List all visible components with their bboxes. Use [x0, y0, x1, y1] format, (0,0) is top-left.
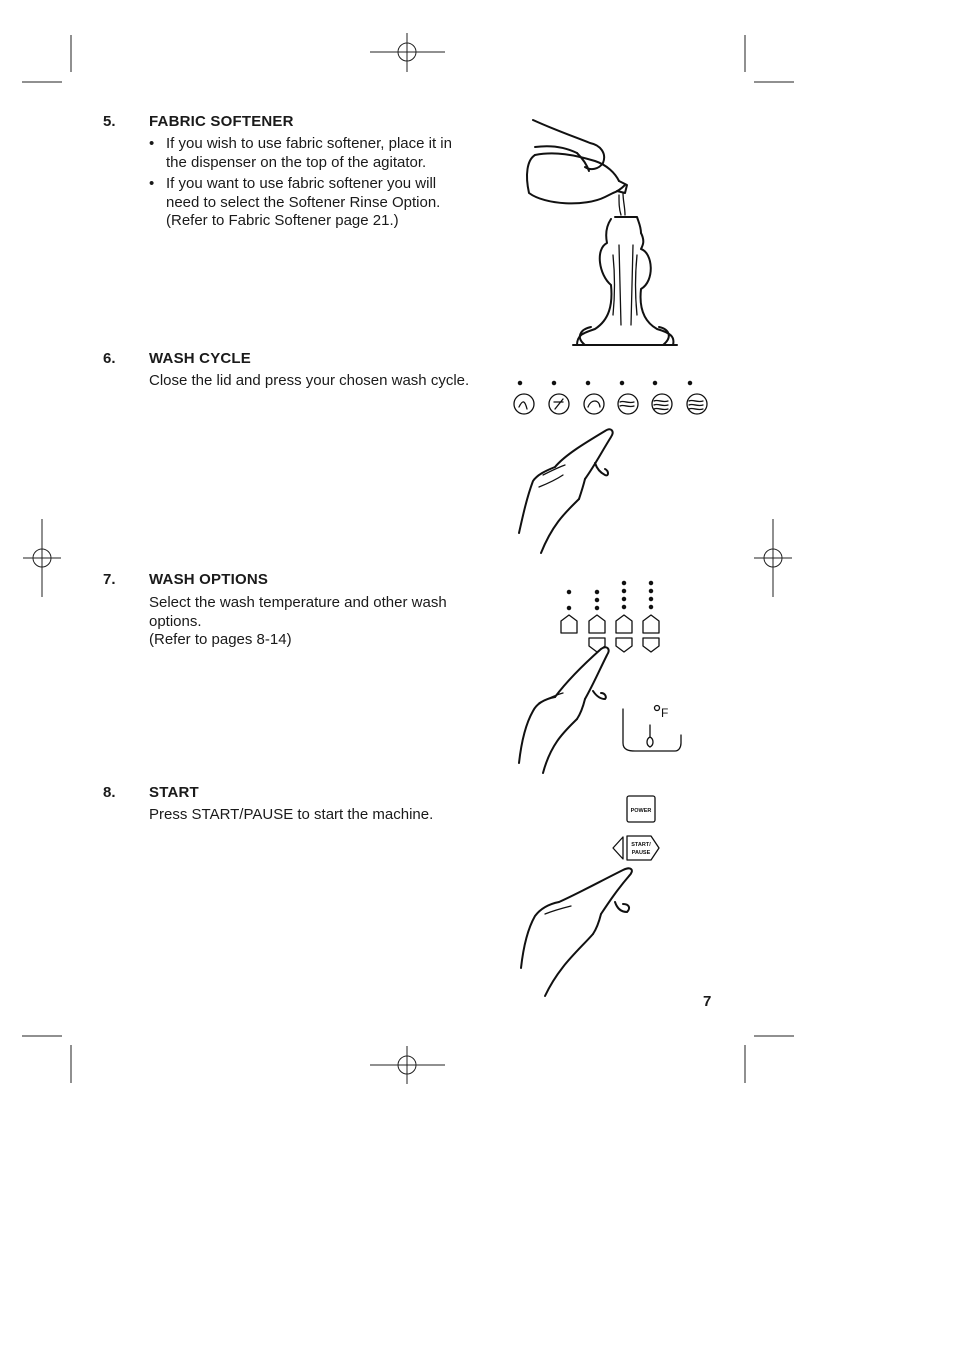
- page-number: 7: [703, 993, 712, 1010]
- section-number: 5.: [103, 113, 116, 130]
- fabric-softener-bullets: [149, 135, 461, 231]
- temp-unit-label: F: [661, 706, 669, 720]
- start-text: Press START/PAUSE to start the machine.: [149, 806, 434, 823]
- bullet-icon: •: [149, 135, 155, 152]
- section-number: 7.: [103, 571, 116, 588]
- power-label: POWER: [630, 808, 652, 814]
- section-number: 6.: [103, 350, 116, 367]
- bullet-item: [149, 175, 461, 231]
- bullet-icon: •: [149, 175, 155, 192]
- text-line: options.: [149, 612, 202, 630]
- wash-options-illustration: [505, 575, 715, 780]
- softener-pour-illustration: [515, 115, 695, 355]
- section-heading-fabric-softener: FABRIC SOFTENER: [149, 113, 294, 130]
- pause-label: PAUSE: [631, 850, 651, 856]
- bullet-item: [149, 135, 461, 172]
- section-heading-start: START: [149, 784, 199, 801]
- wash-cycle-illustration: [505, 375, 725, 560]
- section-heading-wash-options: WASH OPTIONS: [149, 571, 269, 588]
- text-line: (Refer to pages 8-14): [149, 631, 292, 648]
- section-heading-wash-cycle: WASH CYCLE: [149, 350, 252, 367]
- start-label: START/: [631, 842, 651, 848]
- start-pause-illustration: [505, 790, 685, 1005]
- bullet-text: If you want to use fabric softener you will need to select the Softener Rinse Option. (Refer to Fabric Softener page 21.): [166, 175, 441, 229]
- wash-cycle-text: Close the lid and press your chosen wash cycle.: [149, 372, 470, 389]
- section-number: 8.: [103, 784, 116, 801]
- wash-options-text: [149, 594, 447, 650]
- bullet-text: If you wish to use fabric softener, place it in the dispenser on the top of the agitator.: [166, 135, 452, 171]
- text-line: Select the wash temperature and other wash: [149, 594, 447, 611]
